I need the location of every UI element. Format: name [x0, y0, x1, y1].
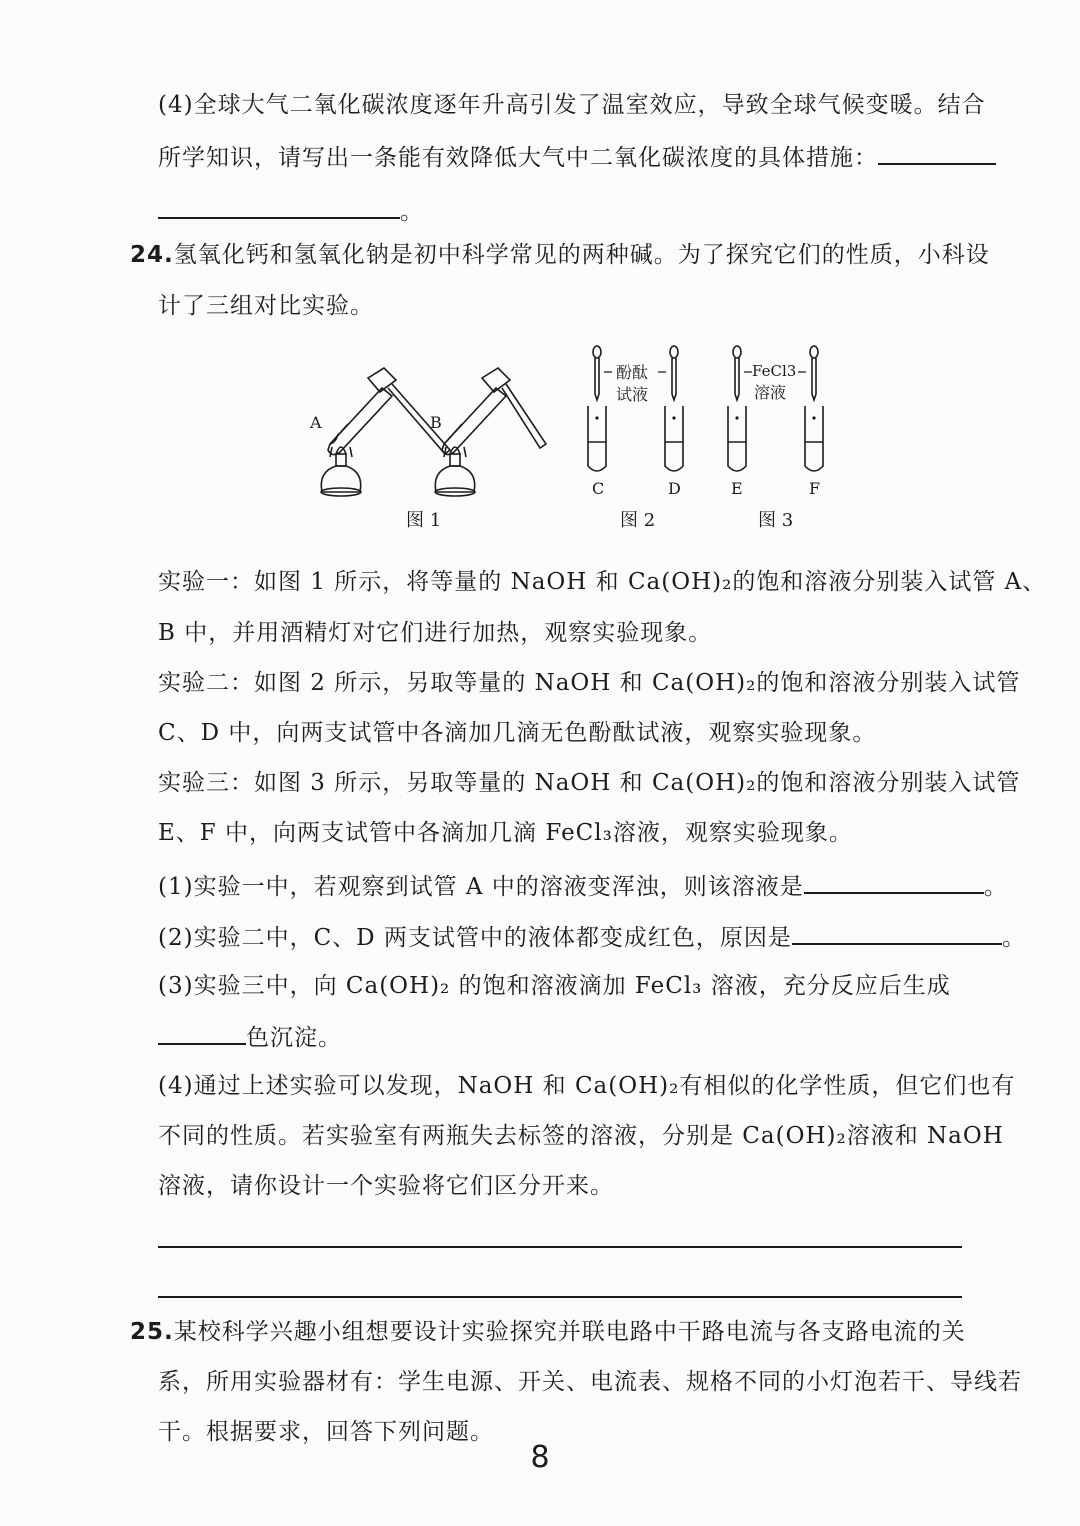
- q24-intro-text: 氢氧化钙和氢氧化钠是初中科学常见的两种碱。为了探究它们的性质，小科设: [173, 242, 990, 268]
- dropper-d: [670, 346, 678, 400]
- answer-line[interactable]: [158, 1296, 962, 1298]
- answer-blank[interactable]: [158, 1021, 246, 1045]
- sub1-text: (1)实验一中，若观察到试管 A 中的溶液变浑浊，则该溶液是: [158, 874, 804, 900]
- caption-figure-2: 图 2: [620, 510, 656, 531]
- caption-figure-1: 图 1: [406, 510, 442, 531]
- q25-line2: 系，所用实验器材有：学生电源、开关、电流表、规格不同的小灯泡若干、导线若: [158, 1369, 1022, 1395]
- test-tube-b: [442, 388, 506, 455]
- exp2-line2: C、D 中，向两支试管中各滴加几滴无色酚酞试液，观察实验现象。: [158, 720, 877, 746]
- q24-intro-line1: [130, 240, 990, 270]
- question-number: 25.: [130, 1319, 174, 1345]
- exp3-line2: E、F 中，向两支试管中各滴加几滴 FeCl₃溶液，观察实验现象。: [158, 820, 853, 846]
- page-number: 8: [530, 1440, 550, 1475]
- reagent3-line1: FeCl3: [752, 362, 797, 380]
- test-tube-f: [805, 406, 823, 471]
- sub3-line2: [158, 1021, 963, 1053]
- label-d: D: [668, 479, 681, 498]
- answer-blank[interactable]: [158, 195, 400, 219]
- label-c: C: [592, 479, 605, 498]
- answer-blank[interactable]: [878, 141, 996, 165]
- q23-part4-line2: [158, 141, 963, 173]
- label-a: A: [310, 413, 322, 432]
- exp1-line1: 实验一：如图 1 所示，将等量的 NaOH 和 Ca(OH)₂的饱和溶液分别装入试管 A、: [158, 569, 1047, 595]
- label-b: B: [430, 413, 442, 432]
- test-tube-c: [588, 406, 606, 471]
- exp3-line1: 实验三：如图 3 所示，另取等量的 NaOH 和 Ca(OH)₂的饱和溶液分别装入试管: [158, 770, 1021, 796]
- alcohol-lamp-a: [321, 447, 361, 496]
- label-f: F: [809, 479, 821, 498]
- answer-blank[interactable]: [792, 921, 1002, 945]
- dropper-f: [810, 346, 818, 400]
- reagent2-line2: 试液: [616, 385, 649, 404]
- sub4-line3: 溶液，请你设计一个实验将它们区分开来。: [158, 1173, 614, 1199]
- experiment-diagram: [300, 342, 860, 537]
- experiment-figure: [300, 342, 860, 537]
- caption-figure-3: 图 3: [758, 510, 794, 531]
- q23-part4-line1: (4)全球大气二氧化碳浓度逐年升高引发了温室效应，导致全球气候变暖。结合: [158, 92, 986, 118]
- exp2-line1: 实验二：如图 2 所示，另取等量的 NaOH 和 Ca(OH)₂的饱和溶液分别装入试管: [158, 670, 1021, 696]
- sub2-line: [158, 921, 1026, 953]
- sub4-line2: 不同的性质。若实验室有两瓶失去标签的溶液，分别是 Ca(OH)₂溶液和 NaOH: [158, 1123, 1004, 1149]
- sub3-line2-text: 色沉淀。: [246, 1025, 342, 1051]
- dropper-e: [733, 346, 741, 400]
- exp1-line2: B 中，并用酒精灯对它们进行加热，观察实验现象。: [158, 620, 713, 646]
- answer-line[interactable]: [158, 1246, 962, 1248]
- test-tube-holder-a: [368, 368, 450, 454]
- sub2-text: (2)实验二中，C、D 两支试管中的液体都变成红色，原因是: [158, 925, 792, 951]
- test-tube-holder-b: [482, 368, 546, 448]
- q23-part4-line2-text: 所学知识，请写出一条能有效降低大气中二氧化碳浓度的具体措施：: [158, 145, 878, 171]
- q25-line1: [130, 1317, 966, 1347]
- q23-part4-line3: [158, 195, 963, 227]
- alcohol-lamp-b: [435, 447, 475, 496]
- test-tube-e: [728, 406, 746, 471]
- reagent3-line2: 溶液: [754, 383, 787, 402]
- label-e: E: [731, 479, 743, 498]
- q24-intro-line2: 计了三组对比实验。: [158, 293, 374, 319]
- sub1-line: [158, 870, 1008, 902]
- test-tube-a: [328, 388, 392, 455]
- q25-line1-text: 某校科学兴趣小组想要设计实验探究并联电路中干路电流与各支路电流的关: [173, 1319, 966, 1345]
- reagent2-line1: 酚酞: [616, 363, 649, 382]
- question-number: 24.: [130, 242, 174, 268]
- q25-line3: 干。根据要求，回答下列问题。: [158, 1419, 494, 1445]
- answer-blank[interactable]: [804, 870, 984, 894]
- dropper-c: [593, 346, 601, 400]
- q23-part4-line3-end: 。: [400, 199, 424, 225]
- sub3-line1: (3)实验三中，向 Ca(OH)₂ 的饱和溶液滴加 FeCl₃ 溶液，充分反应后生成: [158, 973, 951, 999]
- sub2-end: 。: [1001, 925, 1026, 951]
- test-tube-d: [665, 406, 683, 471]
- sub4-line1: (4)通过上述实验可以发现，NaOH 和 Ca(OH)₂有相似的化学性质，但它们也有: [158, 1073, 1016, 1099]
- sub1-end: 。: [983, 874, 1008, 900]
